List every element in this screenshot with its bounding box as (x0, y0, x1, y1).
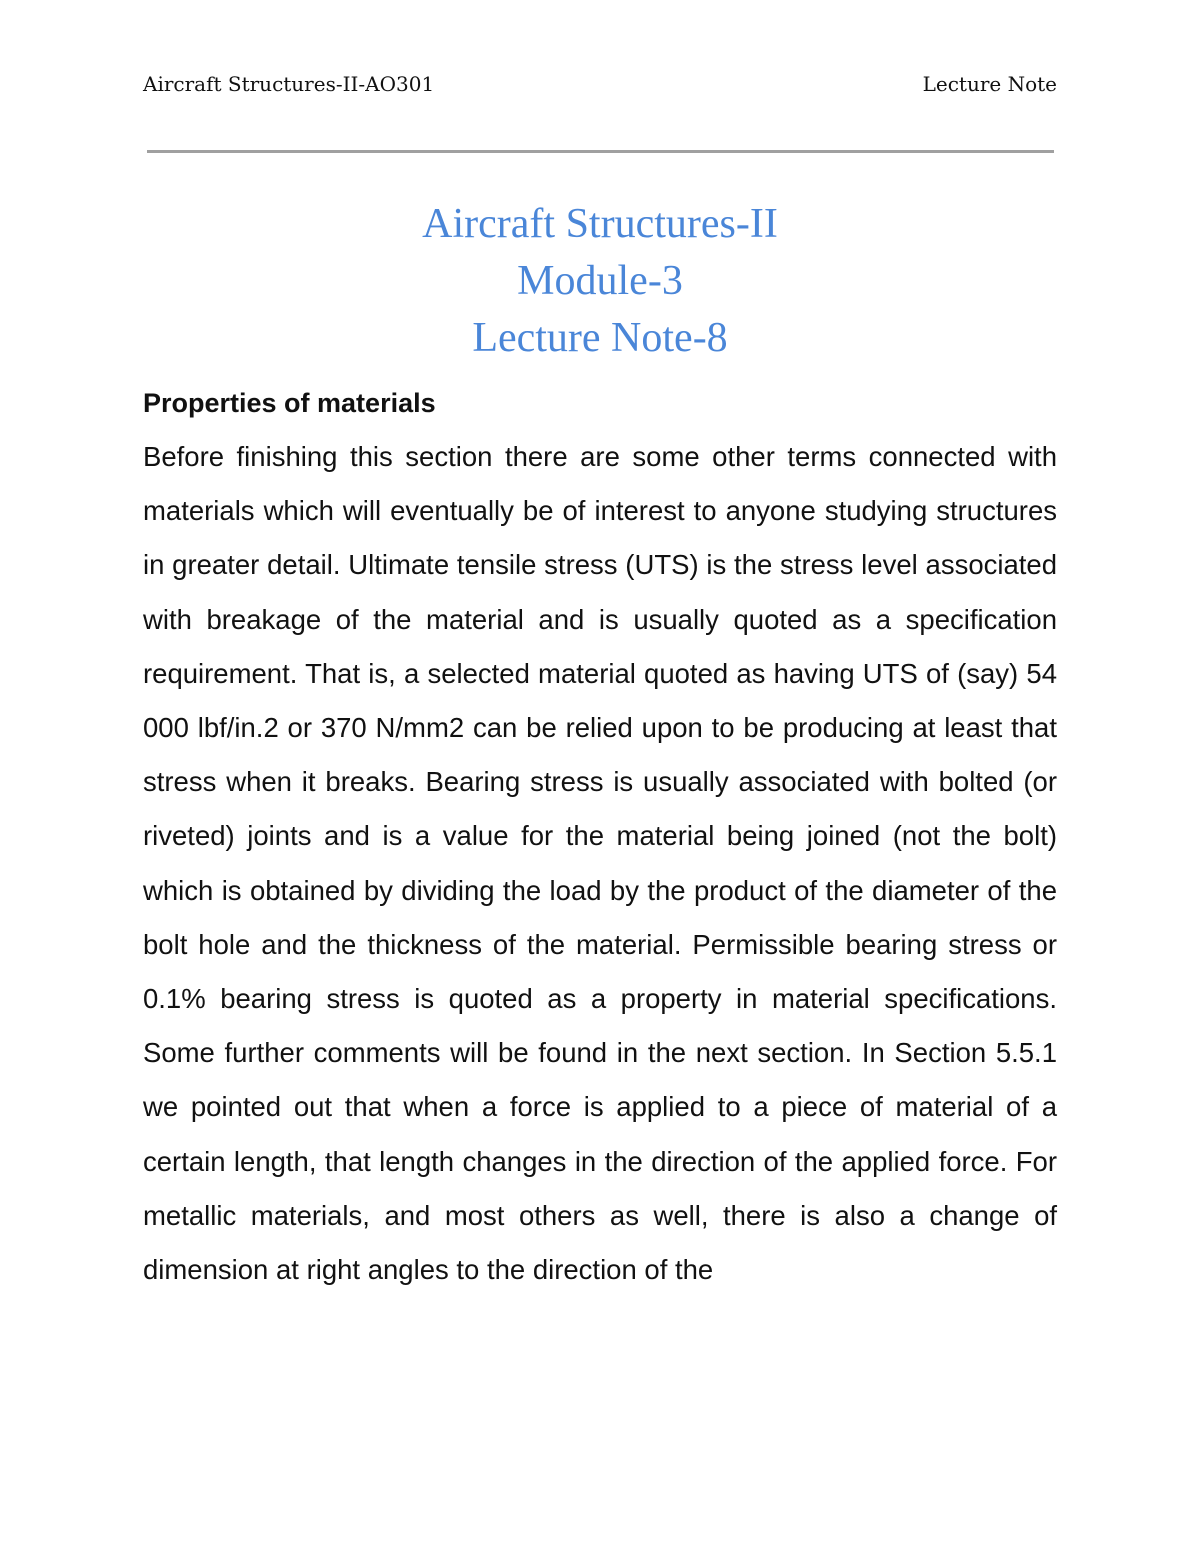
header-course-code: Aircraft Structures-II-AO301 (143, 72, 435, 96)
title-course: Aircraft Structures-II (422, 201, 778, 247)
header-divider (147, 150, 1054, 153)
body-paragraph: Before finishing this section there are some other terms connected with materials which will eventually be of interest to anyone studying structures in greater detail. Ultimate tensile stress (UTS) is the stress level associated with breakage of the material and is usually quoted as a specification requirement. That is, a selected material quoted as having UTS of (say) 54 000 lbf/in.2 or 370 N/mm2 can be relied upon to be producing at least that stress when it breaks. Bearing stress is usually associated with bolted (or riveted) joints and is a value for the material being joined (not the bolt) which is obtained by dividing the load by the product of the diameter of the bolt hole and the thickness of the material. Permissible bearing stress or 0.1% bearing stress is quoted as a property in material specifications. Some further comments will be found in the next section. In Section 5.5.1 we pointed out that when a force is applied to a piece of material of a certain length, that length changes in the direction of the applied force. For metallic materials, and most others as well, there is also a change of dimension at right angles to the direction of the (143, 441, 1057, 1286)
page-header (143, 72, 1057, 102)
title-lecture: Lecture Note-8 (472, 315, 728, 361)
title-module: Module-3 (517, 258, 683, 304)
document-title (143, 196, 1057, 367)
section-heading: Properties of materials (143, 388, 436, 418)
header-doc-type: Lecture Note (922, 72, 1057, 96)
